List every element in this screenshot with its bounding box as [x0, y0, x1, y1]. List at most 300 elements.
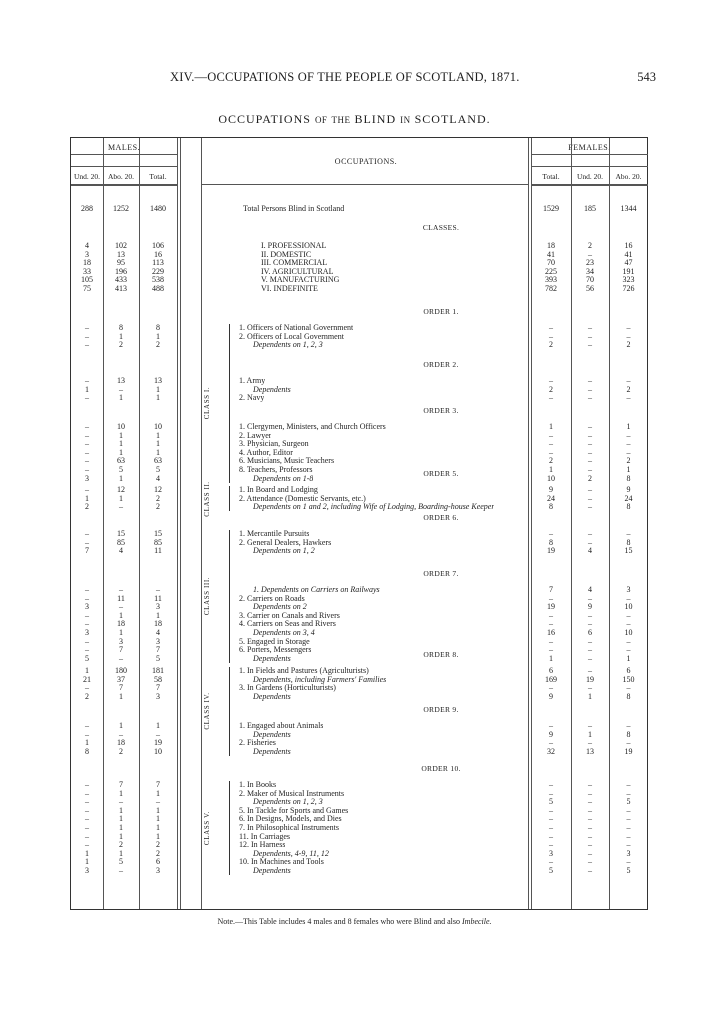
male-cell: – [85, 422, 89, 431]
male-cell: 11 [154, 546, 162, 556]
male-cell: 288 [81, 204, 93, 213]
female-cell: 19 [547, 546, 555, 556]
female-cell: 4 [588, 585, 592, 594]
male-cell: 196 [115, 266, 127, 276]
col-abo-20-males: Abo. 20. [107, 172, 135, 181]
male-cell: 8 [119, 323, 123, 332]
female-cell: 10 [624, 628, 633, 637]
male-cell: 1 [85, 857, 89, 867]
female-cell: 2 [549, 384, 553, 394]
female-cell: 169 [545, 674, 557, 684]
female-cell: 19 [624, 746, 633, 756]
male-cell: 1 [119, 331, 123, 341]
female-cell: 70 [586, 275, 594, 285]
male-cell: – [85, 788, 89, 798]
occupation-label: Dependents, including Farmers' Families [253, 675, 387, 684]
occupation-label: Dependents on 1 and 2, including Wife of Lodging, Boarding-house Keeper [253, 503, 495, 512]
female-cell: – [588, 683, 592, 693]
male-cell: 1 [156, 610, 160, 620]
occupation-label: Dependents [253, 654, 291, 663]
female-cell: – [588, 636, 592, 646]
female-cell: 5 [549, 866, 553, 875]
male-cell: 1 [85, 738, 89, 748]
occupation-label: Dependents, 4-9, 11, 12 [253, 849, 329, 858]
page-number: 543 [637, 70, 656, 84]
female-cell: 70 [547, 258, 555, 268]
female-cell: – [626, 636, 631, 646]
class-bracket [229, 530, 236, 663]
occupation-label: Total Persons Blind in Scotland [243, 205, 345, 213]
male-cell: – [85, 645, 89, 655]
occupation-label: 7. In Philosophical Instruments [239, 824, 339, 832]
male-cell: 1 [156, 805, 160, 815]
male-cell: – [85, 439, 89, 449]
female-cell: – [549, 619, 553, 629]
occupation-label: 6. Musicians, Music Teachers [239, 457, 335, 466]
male-cell: 58 [154, 674, 162, 684]
female-cell: 10 [624, 602, 633, 612]
female-cell: – [588, 493, 592, 503]
male-cell: 3 [119, 636, 123, 646]
title-word: OCCUPATIONS [218, 112, 311, 126]
female-cell: – [588, 857, 592, 867]
male-cell: 1 [156, 331, 160, 341]
female-cell: 19 [586, 674, 594, 684]
male-cell: 1 [119, 788, 123, 798]
female-cell: 9 [549, 485, 553, 494]
male-cell: 8 [85, 746, 89, 756]
male-cell: 3 [85, 628, 89, 637]
col-und-20-females: Und. 20. [576, 172, 604, 181]
occupation-label: Dependents on 3, 4 [253, 629, 315, 637]
female-cell: – [588, 840, 592, 850]
column-rule [531, 138, 532, 909]
female-cell: 3 [626, 848, 631, 858]
male-cell: 1 [156, 788, 160, 798]
occupation-label: 1. Army [239, 377, 266, 385]
title-word: IN [400, 115, 411, 125]
female-cell: 1 [588, 691, 592, 701]
female-cell: 2 [626, 340, 631, 350]
female-cell: – [549, 738, 553, 748]
male-cell: – [85, 636, 89, 646]
female-cell: 2 [588, 473, 592, 483]
occupation-label: 2. Fisheries [239, 739, 276, 748]
order-heading: ORDER 8. [423, 650, 459, 659]
male-cell: 1 [119, 610, 123, 620]
female-cell: – [588, 721, 592, 730]
male-cell: – [85, 814, 89, 824]
female-cell: – [626, 840, 631, 850]
male-cell: 229 [152, 266, 164, 276]
order-heading: ORDER 7. [423, 569, 459, 578]
female-cell: – [626, 823, 631, 832]
male-cell: 1 [119, 831, 123, 841]
male-cell: – [85, 465, 89, 474]
female-cell: – [588, 456, 592, 466]
female-cell: – [549, 823, 553, 832]
females-header: FEMALES. [568, 143, 611, 152]
female-cell: – [588, 666, 592, 675]
male-cell: 13 [117, 249, 125, 259]
male-cell: 1 [156, 721, 160, 730]
female-cell: – [588, 831, 592, 841]
class-label: CLASS V. [203, 810, 211, 846]
occupation-label: Dependents on 1, 2, 3 [253, 798, 323, 807]
female-cell: – [588, 593, 592, 603]
male-cell: – [85, 721, 89, 730]
female-cell: – [549, 788, 553, 798]
female-cell: – [549, 840, 553, 850]
order-heading: ORDER 3. [423, 406, 459, 415]
female-cell: – [549, 805, 553, 815]
female-cell: 1 [626, 422, 631, 431]
male-cell: 63 [117, 456, 125, 466]
male-cell: 1 [119, 823, 123, 832]
female-cell: – [626, 721, 631, 730]
female-cell: 2 [588, 241, 592, 250]
female-cell: 41 [624, 249, 633, 259]
female-cell: 10 [547, 473, 555, 483]
female-cell: – [626, 447, 631, 457]
occupation-label: Dependents on 1, 2 [253, 547, 315, 556]
female-cell: – [549, 645, 553, 655]
occupation-label: 1. Dependents on Carriers on Railways [253, 586, 380, 594]
male-cell: 3 [156, 691, 160, 701]
male-cell: 3 [156, 602, 160, 612]
male-cell: – [119, 797, 123, 807]
male-cell: 2 [156, 340, 160, 350]
male-cell: – [85, 805, 89, 815]
female-cell: 4 [588, 546, 592, 556]
female-cell: 8 [549, 537, 553, 547]
male-cell: 4 [156, 628, 160, 637]
female-cell: – [626, 831, 631, 841]
male-cell: – [119, 866, 123, 875]
female-cell: 9 [549, 729, 553, 739]
male-cell: – [85, 683, 89, 693]
occupation-label: 4. Author, Editor [239, 448, 293, 457]
class-bracket [229, 486, 236, 511]
occupation-label: VI. INDEFINITE [261, 285, 318, 293]
male-cell: 5 [119, 857, 123, 867]
male-cell: 1 [119, 447, 123, 457]
male-cell: 18 [117, 738, 125, 748]
female-cell: 185 [584, 204, 596, 213]
female-cell: – [588, 393, 592, 403]
female-cell: – [588, 485, 592, 494]
col-und-20-males: Und. 20. [73, 172, 101, 181]
male-cell: – [85, 585, 89, 594]
male-cell: – [85, 447, 89, 457]
male-cell: 1480 [150, 204, 166, 213]
female-cell: – [588, 653, 592, 663]
occupation-label: III. COMMERCIAL [261, 259, 328, 268]
male-cell: 2 [119, 840, 123, 850]
occupation-label: 10. In Machines and Tools [239, 858, 324, 867]
female-cell: 5 [549, 797, 553, 807]
column-rule [528, 138, 529, 909]
male-cell: 1 [119, 430, 123, 440]
row-rule [201, 184, 528, 185]
occupation-label: Dependents on 2 [253, 603, 307, 612]
female-cell: – [549, 439, 553, 449]
male-cell: 3 [85, 249, 89, 259]
female-cell: 1 [626, 465, 631, 474]
female-cell: – [588, 537, 592, 547]
class-label: CLASS I. [203, 387, 211, 420]
row-rule [531, 154, 648, 155]
female-cell: – [626, 439, 631, 449]
female-cell: 56 [586, 284, 594, 293]
male-cell: 105 [81, 275, 93, 285]
female-cell: – [588, 619, 592, 629]
male-cell: 37 [117, 674, 125, 684]
col-abo-20-females: Abo. 20. [615, 172, 642, 181]
male-cell: – [119, 585, 123, 594]
female-cell: – [549, 683, 553, 693]
column-rule [201, 138, 202, 909]
male-cell: – [85, 593, 89, 603]
male-cell: 1 [156, 439, 160, 449]
male-cell: – [85, 340, 89, 350]
male-cell: – [85, 456, 89, 466]
female-cell: 8 [626, 691, 631, 701]
male-cell: 413 [115, 284, 127, 293]
occupation-label: 2. Attendance (Domestic Servants, etc.) [239, 494, 366, 503]
occupation-label: Dependents on 1, 2, 3 [253, 341, 323, 350]
female-cell: – [549, 529, 553, 538]
footnote-italic: Imbecile. [462, 917, 492, 926]
male-cell: 12 [117, 485, 125, 494]
female-cell: – [588, 422, 592, 431]
occupation-label: 6. Porters, Messengers [239, 646, 312, 655]
female-cell: 24 [624, 493, 633, 503]
male-cell: 2 [85, 691, 89, 701]
male-cell: – [85, 831, 89, 841]
male-cell: 3 [85, 473, 89, 483]
male-cell: 85 [117, 537, 125, 547]
male-cell: 102 [115, 241, 127, 250]
female-cell: 1 [626, 653, 631, 663]
classes-heading: CLASSES. [422, 223, 460, 232]
female-cell: – [626, 619, 631, 629]
occupation-label: 3. In Gardens (Horticulturists) [239, 684, 336, 693]
occupation-label: Dependents [253, 730, 291, 739]
female-cell: – [588, 439, 592, 449]
male-cell: 4 [119, 546, 123, 556]
male-cell: 2 [119, 340, 123, 350]
female-cell: 24 [547, 493, 555, 503]
male-cell: 181 [152, 666, 164, 675]
female-cell: 16 [624, 241, 633, 250]
female-cell: – [549, 323, 553, 332]
female-cell: 8 [626, 729, 631, 739]
occupation-label: 6. In Designs, Models, and Dies [239, 815, 342, 824]
male-cell: 106 [152, 241, 164, 250]
female-cell: 6 [588, 628, 592, 637]
male-cell: 5 [119, 465, 123, 474]
female-cell: 8 [626, 473, 631, 483]
female-cell: 16 [547, 628, 555, 637]
row-rule [71, 154, 177, 155]
female-cell: – [588, 465, 592, 474]
column-rule [180, 138, 181, 909]
female-cell: 3 [549, 848, 553, 858]
male-cell: – [85, 529, 89, 538]
female-cell: 15 [624, 546, 633, 556]
order-heading: ORDER 5. [423, 469, 459, 478]
occupation-label: 1. In Fields and Pastures (Agriculturists) [239, 667, 369, 675]
female-cell: 9 [626, 485, 631, 494]
male-cell: 7 [119, 683, 123, 693]
male-cell: – [119, 653, 123, 663]
order-heading: ORDER 2. [423, 360, 459, 369]
male-cell: 75 [83, 284, 91, 293]
female-cell: – [588, 340, 592, 350]
male-cell: 2 [156, 493, 160, 503]
female-cell: – [588, 738, 592, 748]
occupation-label: IV. AGRICULTURAL [261, 267, 334, 276]
male-cell: 1 [119, 393, 123, 403]
male-cell: 1 [156, 823, 160, 832]
page-title: XIV.—OCCUPATIONS OF THE PEOPLE OF SCOTLAND, 1871. [170, 70, 520, 84]
male-cell: 5 [156, 465, 160, 474]
occupation-label: Dependents [253, 692, 291, 701]
occupation-label: I. PROFESSIONAL [261, 242, 327, 250]
female-cell: 393 [545, 275, 557, 285]
male-cell: 4 [85, 241, 89, 250]
male-cell: 10 [154, 746, 162, 756]
title-word: BLIND [354, 112, 397, 126]
table-footnote [0, 917, 709, 926]
female-cell: 2 [549, 456, 553, 466]
female-cell: – [588, 331, 592, 341]
male-cell: 8 [156, 323, 160, 332]
occupation-label: Dependents [253, 747, 291, 756]
female-cell: 1 [549, 422, 553, 431]
female-cell: 5 [626, 866, 631, 875]
title-word: THE [331, 115, 351, 125]
female-cell: 150 [622, 674, 635, 684]
occupation-label: 3. Carrier on Canals and Rivers [239, 611, 340, 620]
female-cell: – [588, 610, 592, 620]
male-cell: 1 [156, 447, 160, 457]
male-cell: 5 [156, 653, 160, 663]
male-cell: 18 [154, 619, 162, 629]
male-cell: – [85, 537, 89, 547]
title-word: OF [314, 115, 328, 125]
occupation-label: 5. In Tackle for Sports and Games [239, 806, 349, 815]
class-label: CLASS II. [203, 480, 211, 517]
female-cell: – [588, 797, 592, 807]
female-cell: – [626, 683, 631, 693]
male-cell: 1 [119, 439, 123, 449]
male-cell: – [156, 729, 160, 739]
female-cell: 9 [549, 691, 553, 701]
male-cell: 10 [154, 422, 162, 431]
column-rule [571, 138, 572, 909]
female-cell: – [549, 331, 553, 341]
female-cell: 34 [586, 266, 594, 276]
female-cell: 2 [549, 340, 553, 350]
male-cell: 85 [154, 537, 162, 547]
male-cell: 1 [119, 805, 123, 815]
male-cell: 7 [156, 645, 160, 655]
male-cell: 7 [85, 546, 89, 556]
male-cell: 21 [83, 674, 91, 684]
male-cell: 2 [156, 840, 160, 850]
male-cell: 1 [85, 666, 89, 675]
female-cell: – [588, 384, 592, 394]
female-cell: 7 [549, 585, 553, 594]
occupation-label: 2. Navy [239, 394, 265, 403]
male-cell: 1 [119, 493, 123, 503]
female-cell: – [626, 857, 631, 867]
male-cell: – [85, 797, 89, 807]
male-cell: 1 [119, 721, 123, 730]
female-cell: – [588, 780, 592, 789]
occupation-label: II. DOMESTIC [261, 250, 312, 259]
male-cell: 2 [119, 746, 123, 756]
occupation-label: 11. In Carriages [239, 832, 291, 841]
male-cell: 7 [156, 683, 160, 693]
female-cell: 47 [624, 258, 633, 268]
occupation-label: 1. In Board and Lodging [239, 486, 318, 494]
male-cell: 15 [154, 529, 162, 538]
female-cell: – [626, 323, 631, 332]
male-cell: – [85, 393, 89, 403]
male-cell: 13 [117, 376, 125, 385]
female-cell: – [626, 376, 631, 385]
female-cell: 8 [626, 537, 631, 547]
occupation-label: 2. General Dealers, Hawkers [239, 538, 332, 547]
occupation-label: 2. Lawyer [239, 431, 272, 440]
female-cell: – [549, 447, 553, 457]
female-cell: – [626, 331, 631, 341]
male-cell: 113 [152, 258, 164, 268]
female-cell: – [626, 814, 631, 824]
female-cell: – [588, 866, 592, 875]
title-word: SCOTLAND. [414, 112, 491, 126]
male-cell: 3 [85, 866, 89, 875]
occupation-label: 8. Teachers, Professors [239, 466, 313, 474]
male-cell: 1 [119, 848, 123, 858]
males-header: MALES. [107, 143, 141, 152]
female-cell: – [588, 848, 592, 858]
female-cell: 23 [586, 258, 594, 268]
female-cell: 1344 [620, 204, 637, 213]
class-bracket [229, 781, 236, 875]
female-cell: – [588, 823, 592, 832]
male-cell: 7 [119, 780, 123, 789]
female-cell: 41 [547, 249, 555, 259]
male-cell: – [85, 485, 89, 494]
column-rule [609, 138, 610, 909]
female-cell: – [549, 376, 553, 385]
male-cell: 1 [119, 473, 123, 483]
row-rule [531, 185, 648, 186]
male-cell: – [85, 331, 89, 341]
col-total-females: Total. [542, 172, 560, 181]
male-cell: 7 [156, 780, 160, 789]
male-cell: – [85, 619, 89, 629]
female-cell: 19 [547, 602, 555, 612]
occupations-header: OCCUPATIONS. [334, 157, 398, 166]
female-cell: – [626, 738, 631, 748]
male-cell: 18 [83, 258, 91, 268]
male-cell: 2 [85, 502, 89, 512]
